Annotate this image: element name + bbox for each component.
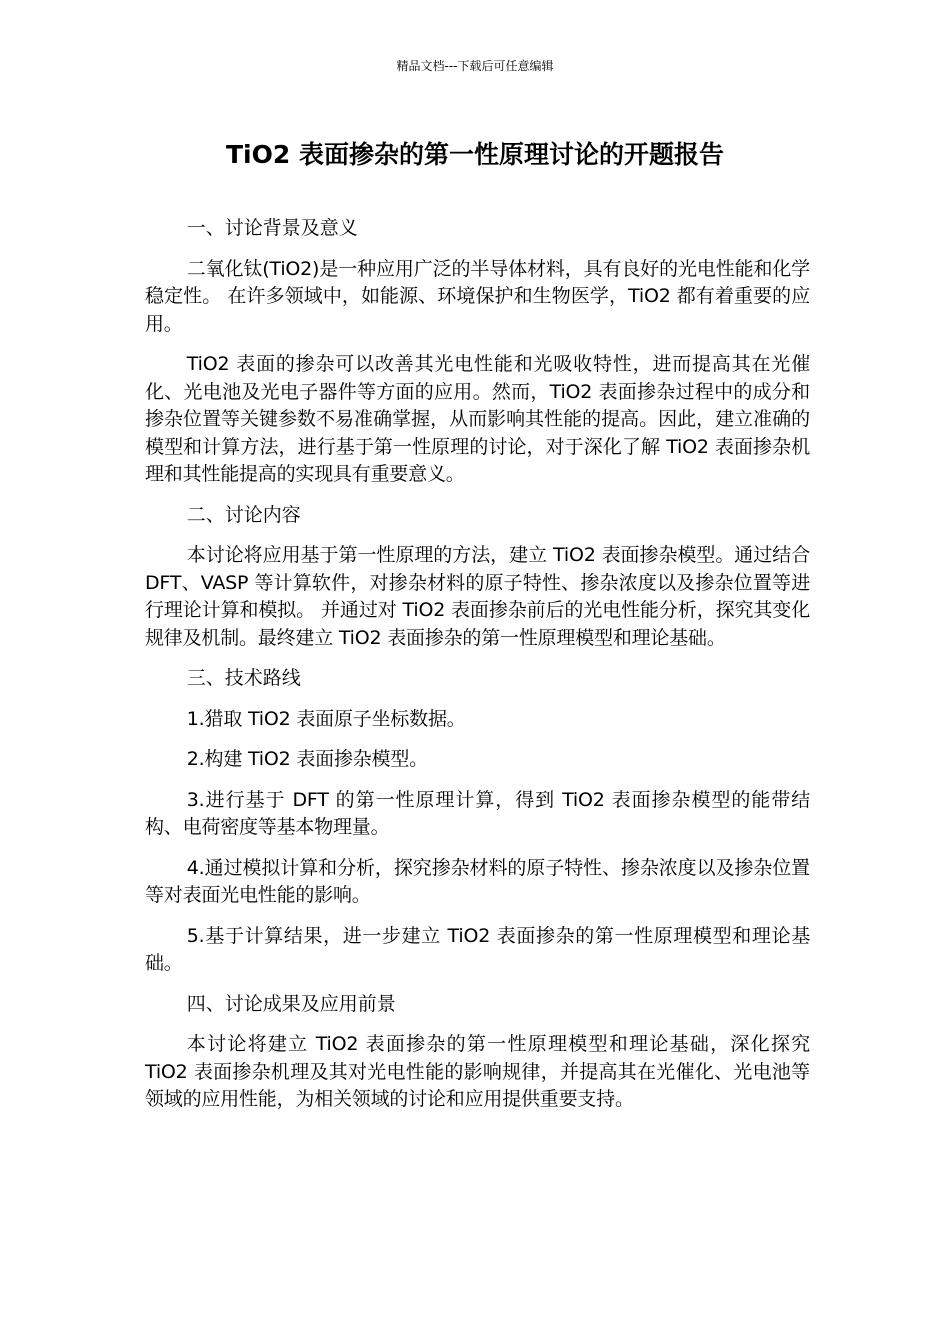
list-item-step-4: 4.通过模拟计算和分析，探究掺杂材料的原子特性、掺杂浓度以及掺杂位置等对表面光电性能的影响。 [145,856,810,906]
section-heading-outcomes: 四、讨论成果及应用前景 [186,992,396,1015]
paragraph: 本讨论将建立 TiO2 表面掺杂的第一性原理模型和理论基础，深化探究 TiO2 表面掺杂机理及其对光电性能的影响规律，并提高其在光催化、光电池等领域的应用性能，为相关领域的讨论和应用提供重要支持。 [145,1033,810,1110]
section-heading-content: 二、讨论内容 [186,503,301,526]
paragraph: 二氧化钛(TiO2)是一种应用广泛的半导体材料，具有良好的光电性能和化学稳定性。 在许多领域中，如能源、环境保护和生物医学，TiO2 都有着重要的应用。 [145,257,810,335]
section-heading-background: 一、讨论背景及意义 [186,217,358,239]
list-item-step-3: 3.进行基于 DFT 的第一性原理计算，得到 TiO2 表面掺杂模型的能带结构、电荷密度等基本物理量。 [145,788,810,838]
section-heading-technical-route: 三、技术路线 [186,667,301,689]
paragraph: TiO2 表面的掺杂可以改善其光电性能和光吸收特性，进而提高其在光催化、光电池及光电子器件等方面的应用。然而，TiO2 表面掺杂过程中的成分和掺杂位置等关键参数不易准确掌握，从而影响其性能的提高。因此，建立准确的模型和计算方法，进行基于第一性原理的讨论，对于深化了解 TiO2 表面掺杂机理和其性能提高的实现具有重要意义。 [145,353,810,485]
document-title: TiO2 表面掺杂的第一性原理讨论的开题报告 [226,140,724,169]
document-body [145,215,810,1127]
list-item-step-1: 1.猎取 TiO2 表面原子坐标数据。 [186,707,466,730]
list-item-step-5: 5.基于计算结果，进一步建立 TiO2 表面掺杂的第一性原理模型和理论基础。 [145,924,810,974]
page-header: 精品文档---下载后可任意编辑 [396,59,554,73]
list-item-step-2: 2.构建 TiO2 表面掺杂模型。 [186,748,428,770]
paragraph: 本讨论将应用基于第一性原理的方法，建立 TiO2 表面掺杂模型。通过结合 DFT、VASP 等计算软件，对掺杂材料的原子特性、掺杂浓度以及掺杂位置等进行理论计算和模拟。 并通过对 TiO2 表面掺杂前后的光电性能分析，探究其变化规律及机制。最终建立 TiO2 表面掺杂的第一性原理模型和理论基础。 [145,544,810,649]
